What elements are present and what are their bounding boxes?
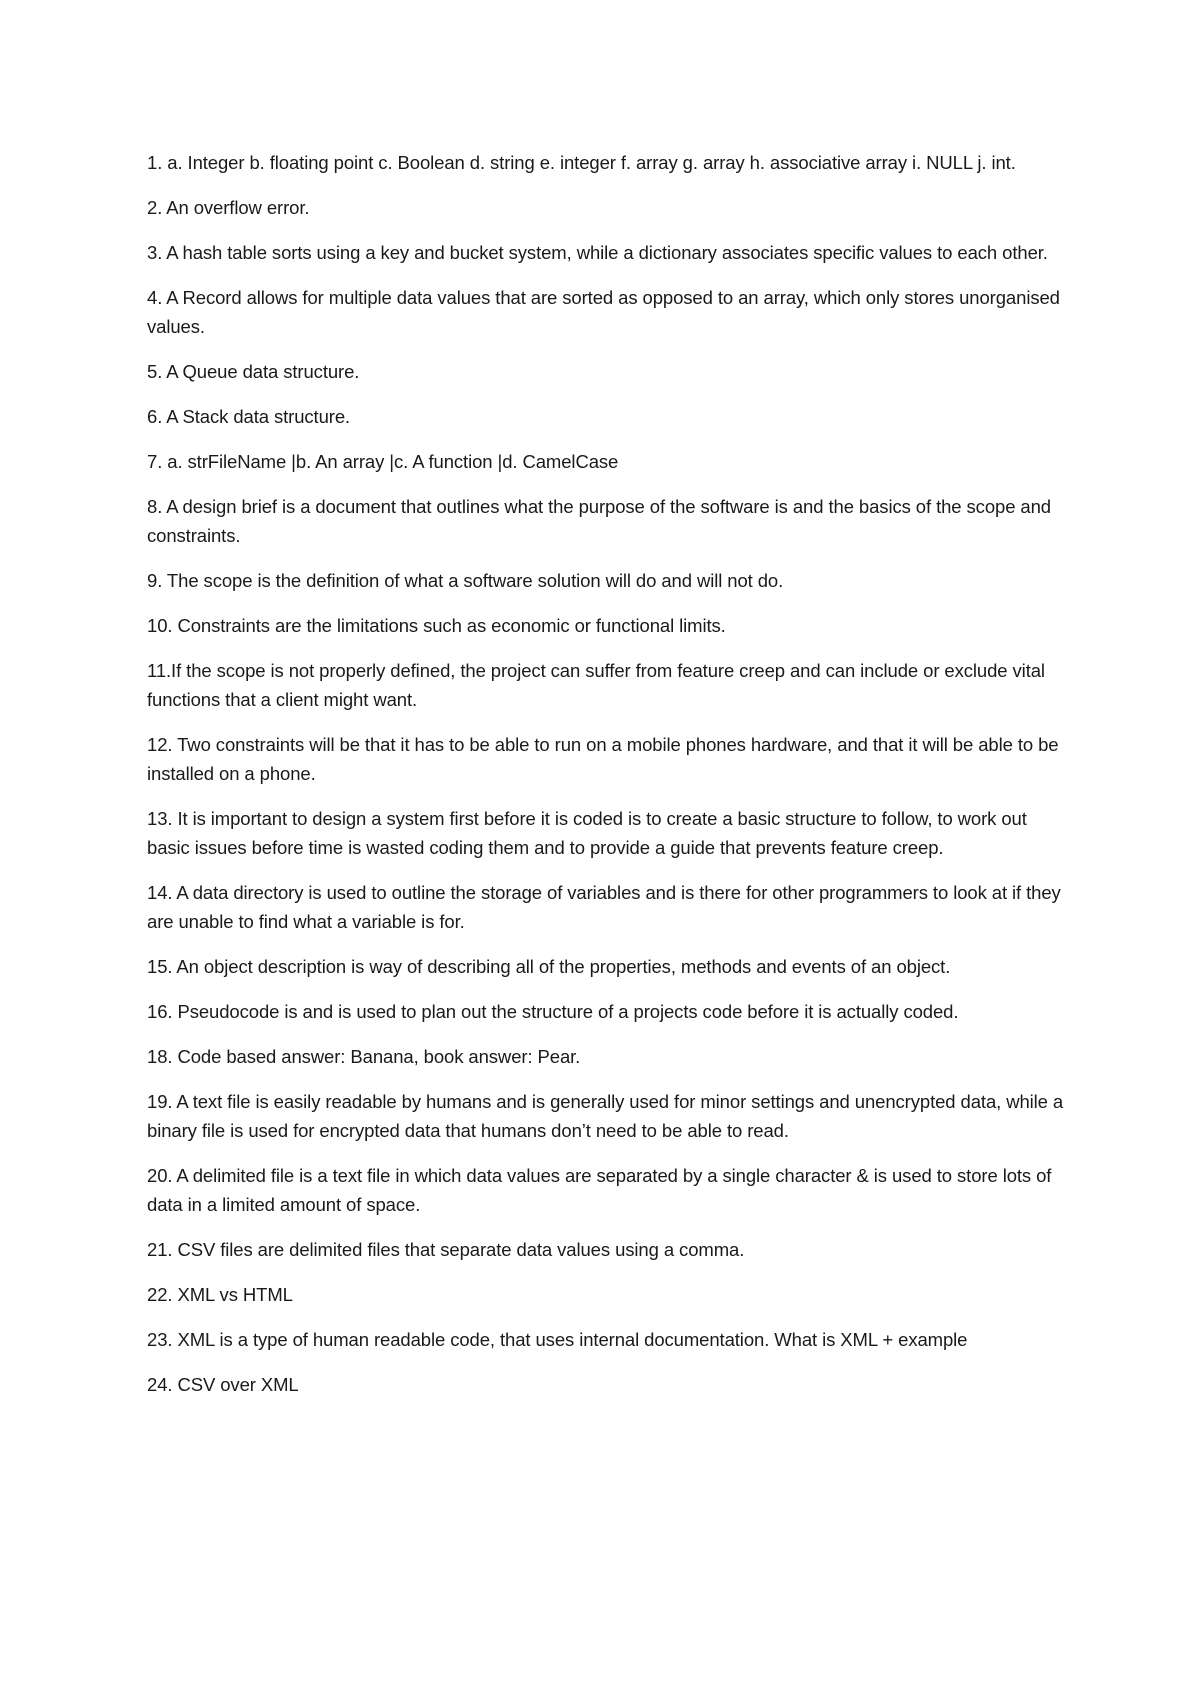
answer-21: 21. CSV files are delimited files that separate data values using a comma. bbox=[147, 1239, 745, 1260]
answer-12: 12. Two constraints will be that it has to be able to run on a mobile phones hardware, and that it will be able to be installed on a phone. bbox=[147, 734, 1059, 784]
answer-23: 23. XML is a type of human readable code, that uses internal documentation. What is XML + example bbox=[147, 1329, 968, 1350]
answer-18: 18. Code based answer: Banana, book answer: Pear. bbox=[147, 1046, 581, 1067]
answer-22: 22. XML vs HTML bbox=[147, 1284, 293, 1305]
answer-15: 15. An object description is way of describing all of the properties, methods and events of an object. bbox=[147, 956, 951, 977]
answer-3: 3. A hash table sorts using a key and bucket system, while a dictionary associates specific values to each other. bbox=[147, 242, 1048, 263]
answer-10: 10. Constraints are the limitations such as economic or functional limits. bbox=[147, 615, 726, 636]
answer-4: 4. A Record allows for multiple data values that are sorted as opposed to an array, which only stores unorganised values. bbox=[147, 287, 1060, 337]
answer-13: 13. It is important to design a system first before it is coded is to create a basic structure to follow, to work out basic issues before time is wasted coding them and to provide a guide that prevents feature creep. bbox=[147, 808, 1027, 858]
answer-24: 24. CSV over XML bbox=[147, 1374, 299, 1395]
answer-7: 7. a. strFileName |b. An array |c. A function |d. CamelCase bbox=[147, 451, 619, 472]
answer-20: 20. A delimited file is a text file in which data values are separated by a single character & is used to store lots of data in a limited amount of space. bbox=[147, 1165, 1052, 1215]
answer-11: 11.If the scope is not properly defined, the project can suffer from feature creep and can include or exclude vital functions that a client might want. bbox=[147, 660, 1045, 710]
answer-2: 2. An overflow error. bbox=[147, 197, 310, 218]
answer-5: 5. A Queue data structure. bbox=[147, 361, 360, 382]
answer-list bbox=[147, 148, 1067, 1415]
answer-14: 14. A data directory is used to outline the storage of variables and is there for other programmers to look at if they are unable to find what a variable is for. bbox=[147, 882, 1061, 932]
answer-6: 6. A Stack data structure. bbox=[147, 406, 351, 427]
answer-9: 9. The scope is the definition of what a software solution will do and will not do. bbox=[147, 570, 784, 591]
answer-16: 16. Pseudocode is and is used to plan out the structure of a projects code before it is actually coded. bbox=[147, 1001, 959, 1022]
answer-1: 1. a. Integer b. floating point c. Boolean d. string e. integer f. array g. array h. associative array i. NULL j. int. bbox=[147, 152, 1016, 173]
answer-19: 19. A text file is easily readable by humans and is generally used for minor settings and unencrypted data, while a binary file is used for encrypted data that humans don’t need to be able to read. bbox=[147, 1091, 1064, 1141]
answer-8: 8. A design brief is a document that outlines what the purpose of the software is and the basics of the scope and constraints. bbox=[147, 496, 1051, 546]
